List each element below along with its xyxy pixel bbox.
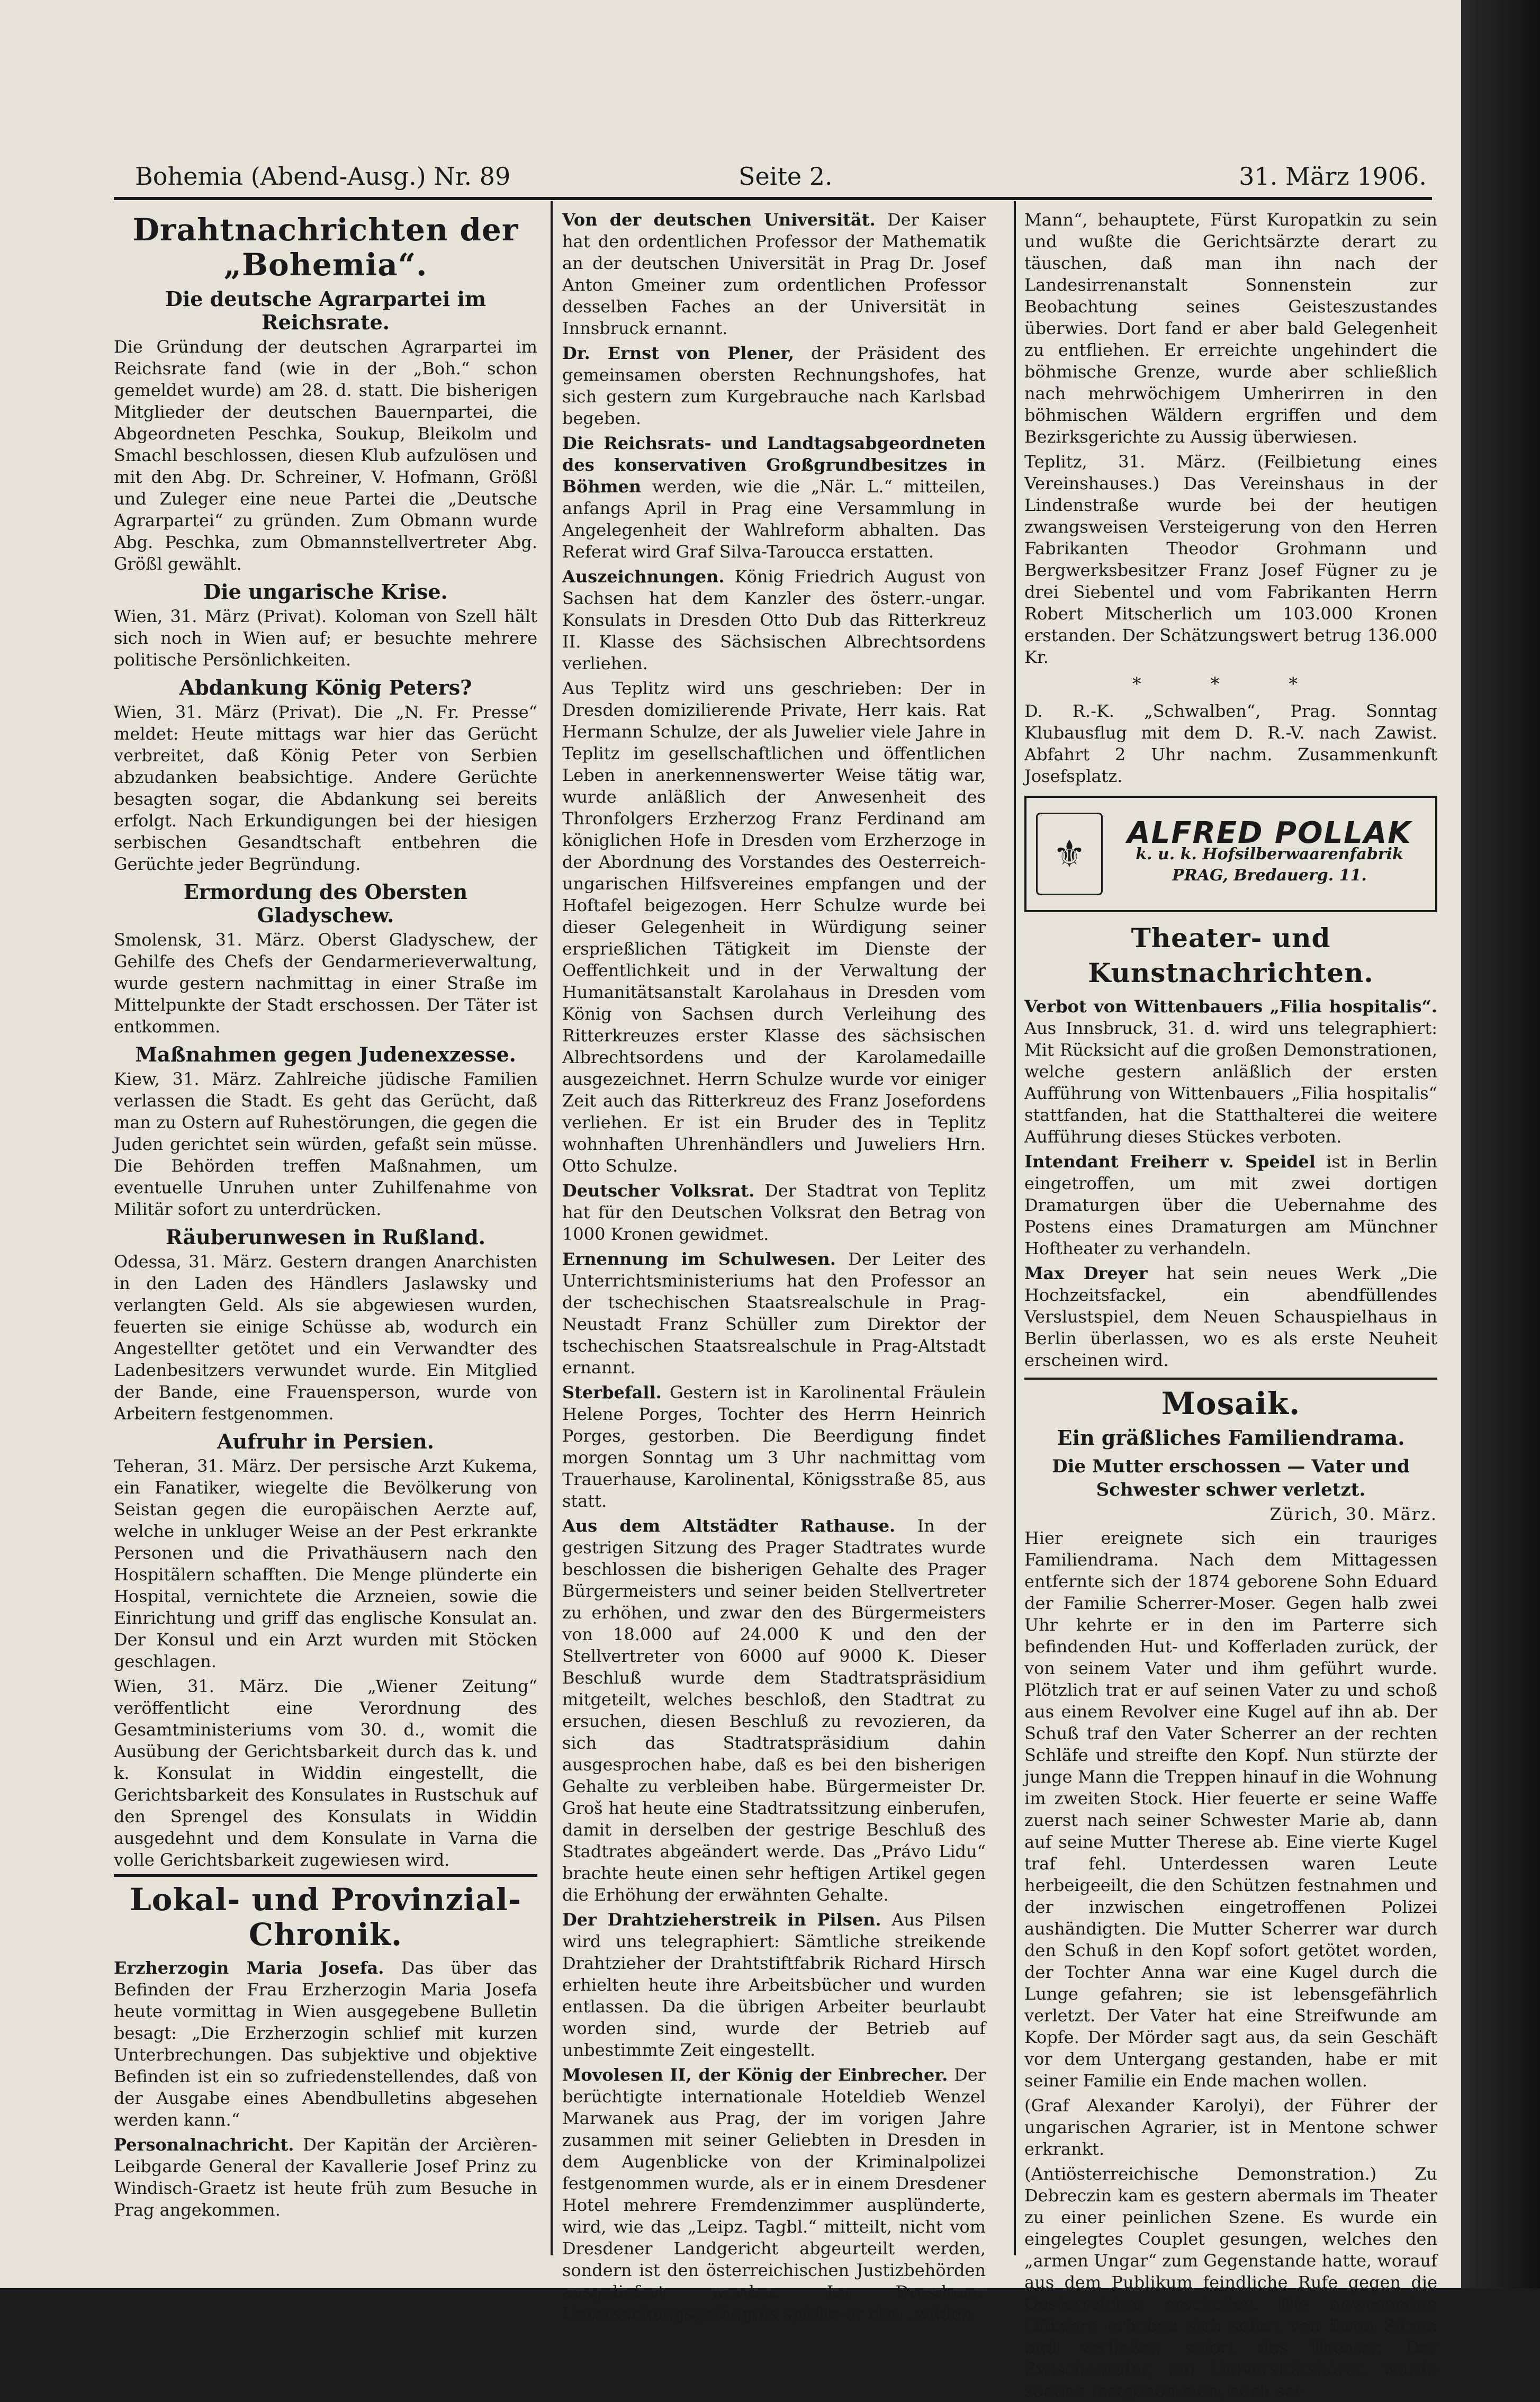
theater-item-title: Intendant Freiherr v. Speidel	[1024, 1151, 1316, 1172]
news-item-title: Aus dem Altstädter Rathause.	[562, 1516, 896, 1536]
section-title-theater: Theater- und Kunstnachrichten.	[1088, 922, 1374, 988]
local-item-title: Personalnachricht.	[114, 2135, 294, 2155]
teplitz-item: Teplitz, 31. März. (Feilbietung eines Vereinshauses.) Das Vereinshaus in der Lindenstraße wurde bei der heutigen zwangsweisen Versteigerung von den Herren Fabrikanten Theodor Grohmann und Bergwerksbesitzer Franz Josef Fügner zu je drei Siebentel und vom Fabrikanten Herrn Robert Mitscherlich um 103.000 Kronen erstanden. Der Schätzungswert betrug 136.000 Kr.	[1024, 452, 1437, 667]
column-1	[114, 209, 537, 2247]
demonstration-item: (Antiösterreichische Demonstration.) Zu Debreczin kam es gestern abermals im Theater zu einer peinlichen Szene. Es wurde ein eingelegtes Couplet gesungen, welches den „armen Ungar“ zum Gegenstande hatte, worauf aus dem Publikum feindliche Rufe gegen die Oesterreicher erschollen. Die anwesenden Offiziere erhoben sich sofort von ihren Sitzen und verließen sofort das Theater. Der Zwischenrufer, ein Universitätshörer, wurde sodann festgenommen, nach sei-	[1024, 2164, 1437, 2401]
ad-text	[1113, 815, 1426, 886]
article-title: Ermordung des Obersten Gladyschew.	[183, 880, 468, 927]
theater-item-text: Aus Innsbruck, 31. d. wird uns telegraphiert: Mit Rücksicht auf die großen Demonstrationen, welche gestern anläßlich der ersten Aufführung von Wittenbauers „Filia hospitalis“ stattfanden, hat die Statthalterei die weitere Aufführung dieses Stückes verboten.	[1024, 1018, 1437, 1147]
issue-date: 31. März 1906.	[1239, 162, 1427, 191]
article-text: Die Gründung der deutschen Agrarpartei im Reichsrate fand (wie in der „Boh.“ schon gemeldet wurde) am 28. d. statt. Die bisherigen Mitglieder der deutschen Bauernpartei, die Abgeordneten Peschka, Soukup, Bleikolm und Smachl beschlossen, diesen Klub aufzulösen und mit den Abg. Dr. Schreiner, V. Hofmann, Größl und Zuleger eine neue Partei die „Deutsche Agrarpartei“ zu gründen. Zum Obmann wurde Abg. Peschka, zum Obmannstellvertreter Abg. Größl gewählt.	[114, 337, 537, 574]
news-item	[562, 678, 986, 1177]
advertisement	[1024, 796, 1437, 912]
article-text: Wien, 31. März. Die „Wiener Zeitung“ veröffentlicht eine Verordnung des Gesamtministeriums vom 30. d., womit die Ausübung der Gerichtsbarkeit durch das k. und k. Konsulat in Widdin eingestellt, die Gerichtsbarkeit des Konsulates in Rustschuk auf den Sprengel des Konsulats in Widdin ausgedehnt und dem Konsulate in Varna die volle Gerichtsbarkeit zugewiesen wird.	[114, 1676, 537, 1870]
masthead-left: Bohemia (Abend-Ausg.) Nr. 89	[135, 162, 511, 191]
theater-item-text: hat sein neues Werk „Die Hochzeitsfackel, ein abendfüllendes Verslustspiel, dem Neuen Schauspielhaus in Berlin überlassen, wo es als erste Neuheit erscheinen wird.	[1024, 1263, 1438, 1370]
page-header	[135, 159, 1427, 194]
article-text: Teheran, 31. März. Der persische Arzt Kukema, ein Fanatiker, wiegelte die Bevölkerung von Seistan gegen die europäischen Aerzte auf, welche in unkluger Weise an der Pest erkrankte Personen und die Privathäusern nach den Hospitälern schafften. Die Menge plünderte ein Hospital, vernichtete die Arzneien, sowie die Einrichtung und griff das englische Konsulat an. Der Konsul und ein Arzt wurden mit Stöcken geschlagen.	[114, 1456, 537, 1671]
news-item-title: Von der deutschen Universität.	[562, 210, 876, 230]
news-item	[562, 1248, 986, 1379]
news-item	[562, 1180, 986, 1245]
local-item-text: Der Kapitän der Arcièren-Leibgarde General der Kavallerie Josef Prinz zu Windisch-Graetz ist heute früh zum Besuche in Prag angekommen.	[114, 2135, 538, 2220]
news-item-text: In der gestrigen Sitzung des Prager Stadtrates wurde beschlossen die bisherigen Gehalte des Prager Bürgermeisters und seiner beiden Stellvertreter zu erhöhen, und zwar den des Bürgermeisters von 18.000 auf 24.000 K und den der Stellvertreter von 6000 auf 9000 K. Dieser Beschluß wurde dem Stadtratspräsidium mitgeteilt, welches beschloß, den Stadtrat zu ersuchen, diesen Beschluß zu revozieren, da sich das Stadtratspräsidium dahin ausgesprochen habe, daß es bei den bisherigen Gehalte zu verbleiben habe. Bürgermeister Dr. Groš hat heute eine Stadtratssitzung einberufen, damit in derselben der gestrige Beschluß des Stadtrates abgeändert werde. Das „Právo Lidu“ brachte heute einen sehr heftigen Artikel gegen die Erhöhung der erwähnten Gehalte.	[562, 1516, 986, 1905]
club-notice: D. R.-K. „Schwalben“, Prag. Sonntag Klubausflug mit dem D. R.-V. nach Zawist. Abfahrt 2 Uhr nachm. Zusammenkunft Josefsplatz.	[1024, 701, 1437, 786]
news-item-title: Movolesen II, der König der Einbrecher.	[562, 2065, 948, 2085]
page-number: Seite 2.	[739, 162, 833, 191]
news-item	[562, 1382, 986, 1512]
article-text: Wien, 31. März (Privat). Die „N. Fr. Presse“ meldet: Heute mittags war hier das Gerücht verbreitet, daß König Peter von Serbien abzudanken beabsichtige. Andere Gerüchte besagten sogar, die Abdankung sei bereits erfolgt. Nach Erkundigungen bei der hiesigen serbischen Gesandtschaft entbehren die Gerüchte jeder Begründung.	[114, 702, 537, 874]
article-title: Aufruhr in Persien.	[217, 1429, 434, 1453]
news-item	[562, 2064, 986, 2325]
local-item	[114, 1957, 537, 2131]
news-item-text: werden, wie die „När. L.“ mitteilen, anfangs April in Prag eine Versammlung in Angelegenheit der Wahlreform abhalten. Das Referat wird Graf Silva-Taroucca erstatten.	[562, 476, 986, 562]
news-item-text: Aus Teplitz wird uns geschrieben: Der in Dresden domizilierende Private, Herr kais. Rat Hermann Schulze, der als Juwelier viele Jahre in Teplitz im gesellschaftlichen und öffentlichen Leben in anerkennenswerter Weise tätig war, wurde anläßlich der Anwesenheit des Thronfolgers Erzherzog Franz Ferdinand am königlichen Hofe in Dresden vom Erzherzoge in der Abordnung des Vorstandes des Oesterreich-ungarischen Hilfsvereines empfangen und der Hoftafel beigezogen. Herr Schulze wurde bei dieser Gelegenheit in Würdigung seiner ersprießlichen Tätigkeit im Dienste der Oeffentlichkeit und in der Verwaltung der Humanitätsanstalt Karolahaus in Dresden vom König von Sachsen durch Verleihung des Ritterkreuzes erster Klasse des sächsischen Albrechtsordens und der Karolamedaille ausgezeichnet. Herrn Schulze wurde vor einiger Zeit auch das Ritterkreuz des Franz Josefordens verliehen. Er ist ein Bruder des in Teplitz wohnhaften Uhrenhändlers und Juweliers Hrn. Otto Schulze.	[562, 678, 986, 1176]
news-item-text: Der Stadtrat von Teplitz hat für den Deutschen Volksrat den Betrag von 1000 Kronen gewidmet.	[562, 1181, 986, 1244]
news-item-title: Die Reichsrats- und Landtagsabgeordneten des konservativen Großgrundbesitzes in Böhmen	[562, 433, 986, 497]
column-3	[1024, 209, 1438, 2401]
news-item-text: Gestern ist in Karolinental Fräulein Helene Porges, Tochter des Herrn Heinrich Porges, gestorben. Die Beerdigung findet morgen Sonntag um 3 Uhr nachmittag vom Trauerhause, Karolinental, Königsstraße 85, aus statt.	[562, 1382, 986, 1511]
news-item-title: Deutscher Volksrat.	[562, 1181, 755, 1201]
article-text: Odessa, 31. März. Gestern drangen Anarchisten in den Laden des Händlers Jaslawsky und verlangten Geld. Als sie abgewiesen wurden, feuerten sie einige Schüsse ab, wodurch ein Angestellter getötet und ein Verwandter des Ladenbesitzers verwundet wurde. Ein Mitglied der Bande, eine Frauensperson, wurde von Arbeitern festgenommen.	[114, 1252, 537, 1424]
theater-item-text: ist in Berlin eingetroffen, um mit zwei dortigen Dramaturgen über die Uebernahme des Postens eines Dramaturgen am Münchner Hoftheater zu verhandeln.	[1024, 1151, 1438, 1258]
article-title: Die deutsche Agrarpartei im Reichsrate.	[165, 287, 487, 334]
news-item	[562, 1909, 986, 2061]
news-item-text: König Friedrich August von Sachsen hat dem Kanzler des österr.-ungar. Konsulats in Dresden Otto Dub das Ritterkreuz II. Klasse des Sächsischen Albrechtsordens verliehen.	[562, 566, 986, 673]
theater-item	[1024, 1263, 1437, 1371]
scan-border	[1461, 0, 1540, 2288]
article-title: Die ungarische Krise.	[203, 580, 448, 604]
theater-item	[1024, 996, 1437, 1148]
article-title: Maßnahmen gegen Judenexzesse.	[135, 1042, 516, 1066]
news-item-title: Der Drahtzieherstreik in Pilsen.	[562, 1910, 881, 1930]
news-item-title: Dr. Ernst von Plener,	[562, 343, 795, 363]
local-item-title: Erzherzogin Maria Josefa.	[114, 1958, 384, 1978]
news-item-title: Ernennung im Schulwesen.	[562, 1249, 836, 1269]
article-title: Räuberunwesen in Rußland.	[166, 1225, 485, 1249]
theater-item-title: Verbot von Wittenbauers „Filia hospitalis“.	[1024, 996, 1437, 1016]
news-item-text: Aus Pilsen wird uns telegraphiert: Sämtliche streikende Drahtzieher der Drahtstiftfabrik Richard Hirsch erhielten heute ihre Arbeitsbücher und wurden entlassen. Da die übrigen Arbeiter beurlaubt worden sind, wurde der Betrieb auf unbestimmte Zeit eingestellt.	[562, 1910, 986, 2060]
section-rule	[1024, 1378, 1437, 1380]
news-item-text: Der Kaiser hat den ordentlichen Professor der Mathematik an der deutschen Universität in Prag Dr. Josef Anton Gmeiner zum ordentlichen Professor desselben Faches an der Universität in Innsbruck ernannt.	[562, 210, 986, 338]
mosaik-text: Hier ereignete sich ein trauriges Familiendrama. Nach dem Mittagessen entfernte sich der 1874 geborene Sohn Eduard der Familie Scherrer-Moser. Gegen halb zwei Uhr kehrte er in den im Parterre sich befindenden Hut- und Kofferladen zurück, der von seinem Vater und ihm geführt wurde. Plötzlich trat er auf seinen Vater zu und schoß aus einem Revolver eine Kugel auf ihn ab. Der Schuß traf den Vater Scherrer an der rechten Schläfe und streifte den Kopf. Nun stürzte der junge Mann die Treppen hinauf in die Wohnung im zweiten Stock. Hier feuerte er seine Waffe zuerst nach seiner Schwester Marie ab, dann auf seine Mutter Therese ab. Eine vierte Kugel traf fehl. Unterdessen waren Leute herbeigeeilt, die den Schützen festnahmen und der inzwischen eingetroffenen Polizei aushändigten. Die Mutter Scherrer war durch den Schuß in den Kopf sofort getötet worden, der Tochter Anna war eine Kugel durch die Lunge gefahren; sie ist lebensgefährlich verletzt. Der Vater hat eine Streifwunde am Kopfe. Der Mörder sagt aus, da sein Geschäft vor dem Untergang gestanden, habe er mit seiner Familie ein Ende machen wollen.	[1024, 1528, 1437, 2091]
section-title-mosaik: Mosaik.	[1161, 1386, 1301, 1422]
section-title-telegrams: Drahtnachrichten der „Bohemia“.	[132, 212, 519, 283]
news-item	[562, 566, 986, 674]
mosaik-subtitle: Die Mutter erschossen — Vater und Schwester schwer verletzt.	[1052, 1456, 1410, 1500]
news-item-title: Sterbefall.	[562, 1382, 662, 1402]
separator-stars: * * *	[1132, 673, 1330, 695]
article-text: Wien, 31. März (Privat). Koloman von Szell hält sich noch in Wien auf; er besuchte mehrere politische Persönlichkeiten.	[114, 606, 537, 670]
mosaik-title: Ein gräßliches Familiendrama.	[1057, 1426, 1405, 1450]
news-item	[562, 433, 986, 563]
theater-item	[1024, 1151, 1437, 1260]
column-divider	[551, 201, 553, 2255]
ad-line: PRAG, Bredauerg. 11.	[1172, 866, 1367, 885]
column-divider	[1014, 201, 1016, 2255]
local-item	[114, 2134, 537, 2221]
article-title: Abdankung König Peters?	[179, 676, 472, 699]
mosaik-dateline: Zürich, 30. März.	[1269, 1504, 1437, 1524]
news-item-text: der Präsident des gemeinsamen obersten Rechnungshofes, hat sich gestern zum Kurgebrauche nach Karlsbad begeben.	[562, 343, 986, 428]
news-item-text: Der Leiter des Unterrichtsministeriums hat den Professor an der tschechischen Staatsrealschule in Prag-Neustadt Franz Schüller zum Direktor der tschechischen Staatsrealschule in Prag-Altstadt ernannt.	[562, 1249, 986, 1378]
theater-item-title: Max Dreyer	[1024, 1263, 1148, 1283]
ad-firm-name: ALFRED POLLAK	[1127, 815, 1412, 850]
ad-line: k. u. k. Hofsilberwaarenfabrik	[1136, 844, 1403, 863]
section-rule	[114, 1874, 537, 1877]
news-item	[562, 1515, 986, 1906]
news-item-title: Auszeichnungen.	[562, 566, 725, 587]
column-2	[562, 209, 986, 2324]
local-item-text: Das über das Befinden der Frau Erzherzogin Maria Josefa heute vormittag in Wien ausgegebene Bulletin besagt: „Die Erzherzogin schlief mit kurzen Unterbrechungen. Das subjektive und objektive Befinden ist ein so zufriedenstellendes, daß von der Ausgabe eines Abendbulletins abgesehen werden kann.“	[114, 1958, 538, 2130]
crest-icon: ⚜	[1036, 813, 1103, 895]
article-text: Smolensk, 31. März. Oberst Gladyschew, der Gehilfe des Chefs der Gendarmerieverwaltung, wurde gestern nachmittag in einer Straße im Mittelpunkte der Stadt erschossen. Der Täter ist entkommen.	[114, 930, 537, 1037]
news-item	[562, 343, 986, 429]
news-item-text: Der berüchtigte internationale Hoteldieb Wenzel Marwanek aus Prag, der im vorigen Jahre zusammen mit seiner Geliebten in Dresden in dem Augenblicke von der Kriminalpolizei festgenommen wurde, als er in einem Dresdener Hotel mehrere Fremdenzimmer ausplünderte, wird, wie das „Leipz. Tagbl.“ mitteilt, nicht vom Dresdener Landgericht abgeurteilt werden, sondern ist den österreichischen Justizbehörden ausgeliefert worden. Im Dresdener Untersuchungsgefängnis spielte er den „wilden	[562, 2065, 986, 2324]
news-item	[562, 209, 986, 339]
continued-text: Mann“, behauptete, Fürst Kuropatkin zu sein und wußte die Gerichtsärzte derart zu täuschen, daß man ihn nach der Landesirrenanstalt Sonnenstein zur Beobachtung seines Geisteszustandes überwies. Dort fand er aber bald Gelegenheit zu entfliehen. Er erreichte ungehindert die böhmische Grenze, wurde aber schließlich nach mehrwöchigem Umherirren in den böhmischen Wäldern ergriffen und dem Bezirksgerichte zu Aussig überwiesen.	[1024, 210, 1437, 447]
article-text: Kiew, 31. März. Zahlreiche jüdische Familien verlassen die Stadt. Es geht das Gerücht, daß man zu Ostern auf Ruhestörungen, die gegen die Juden gerichtet sein würden, gefaßt sein müsse. Die Behörden treffen Maßnahmen, um eventuelle Unruhen unter Zuhilfenahme von Militär sofort zu unterdrücken.	[114, 1069, 537, 1219]
header-rule	[114, 197, 1432, 200]
karolyi-item: (Graf Alexander Karolyi), der Führer der ungarischen Agrarier, ist in Mentone schwer erkrankt.	[1024, 2095, 1437, 2159]
section-title-local: Lokal- und Provinzial-Chronik.	[129, 1882, 522, 1953]
